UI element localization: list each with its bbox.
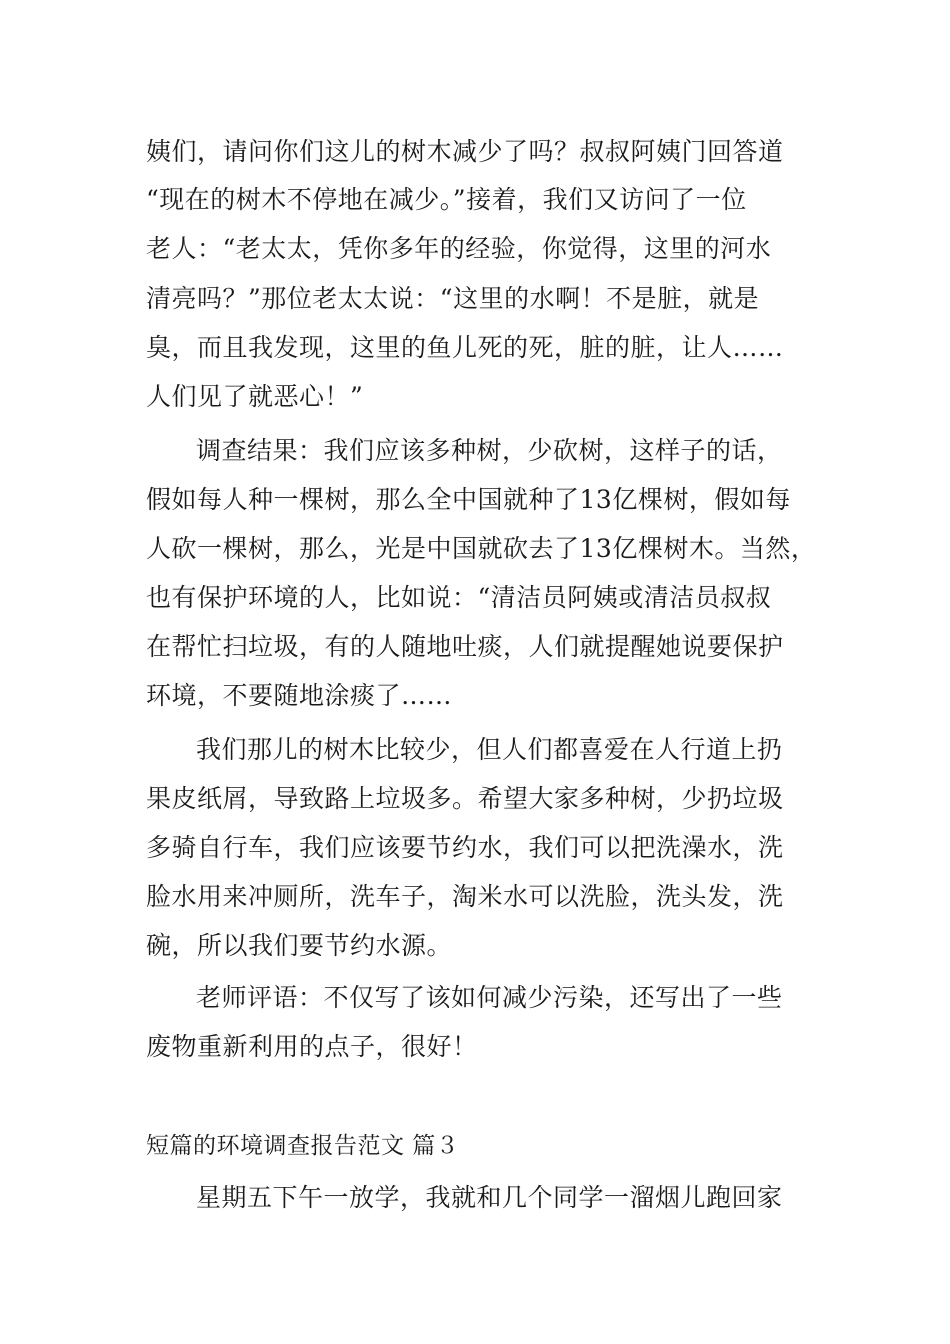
text-line: 人们见了就恶心！” [146,382,364,411]
text-line: 姨们，请问你们这儿的树木减少了吗？叔叔阿姨门回答道 [146,137,784,166]
text-line: 在帮忙扫垃圾，有的人随地吐痰，人们就提醒她说要保护 [146,632,784,661]
paragraph-start-line: 调查结果：我们应该多种树，少砍树，这样子的话， [196,436,783,465]
text-line: 臭，而且我发现，这里的鱼儿死的死，脏的脏，让人…… [146,333,784,362]
text-line: 也有保护环境的人，比如说：“清洁员阿姨或清洁员叔叔 [146,583,772,612]
text-line: 环境，不要随地涂痰了…… [146,681,453,710]
text-line: 假如每人种一棵树，那么全中国就种了13亿棵树，假如每 [146,485,791,514]
text-line: “现在的树木不停地在减少。”接着，我们又访问了一位 [146,185,747,214]
paragraph-start-line: 我们那儿的树木比较少，但人们都喜爱在人行道上扔 [196,735,783,764]
text-line: 老人：“老太太，凭你多年的经验，你觉得，这里的河水 [146,234,772,263]
text-line: 废物重新利用的点子，很好！ [146,1032,478,1061]
text-line: 多骑自行车，我们应该要节约水，我们可以把洗澡水，洗 [146,833,784,862]
text-line: 脸水用来冲厕所，洗车子，淘米水可以洗脸，洗头发，洗 [146,882,784,911]
text-line: 果皮纸屑，导致路上垃圾多。希望大家多种树，少扔垃圾 [146,784,784,813]
text-line: 人砍一棵树，那么，光是中国就砍去了13亿棵树木。当然， [146,534,817,563]
text-line: 清亮吗？”那位老太太说：“这里的水啊！不是脏，就是 [146,284,760,313]
paragraph-start-line: 老师评语：不仅写了该如何减少污染，还写出了一些 [196,983,783,1012]
paragraph-start-line: 星期五下午一放学，我就和几个同学一溜烟儿跑回家 [196,1183,783,1212]
text-line: 碗，所以我们要节约水源。 [146,931,453,960]
section-title: 短篇的环境调查报告范文 篇３ [146,1133,460,1159]
